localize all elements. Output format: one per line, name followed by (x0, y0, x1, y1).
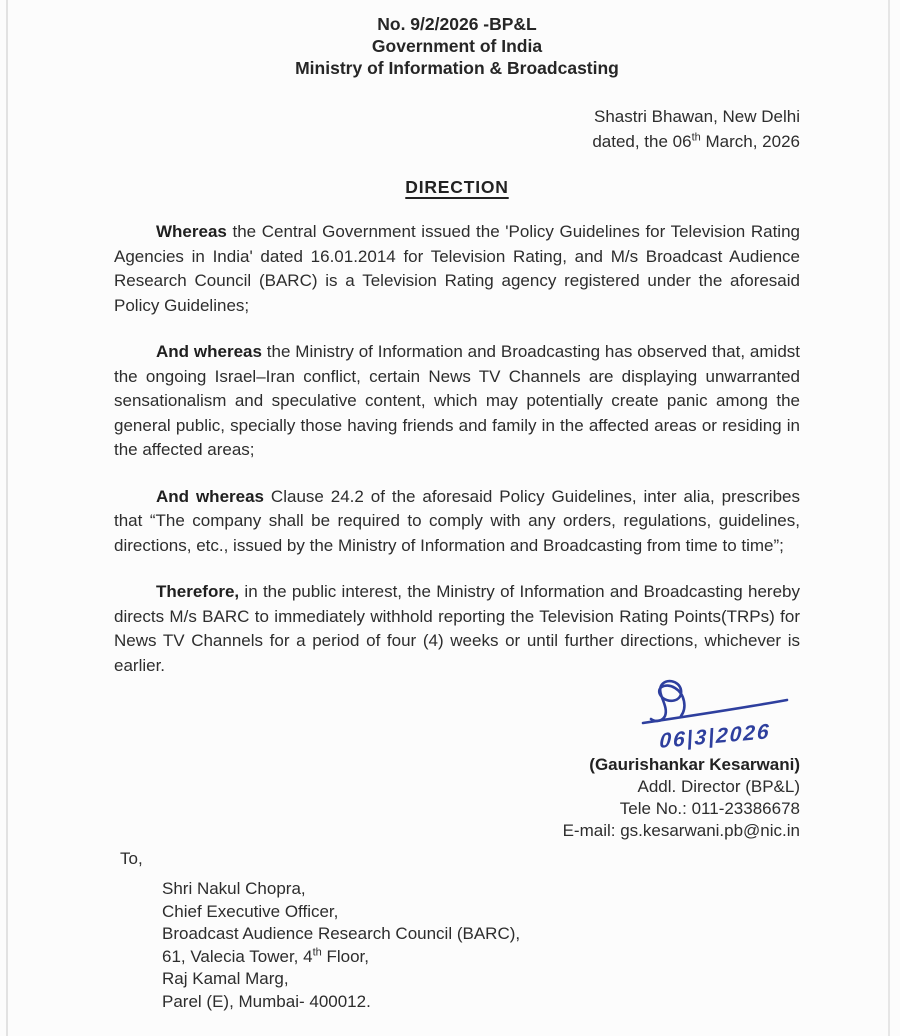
ministry-name: Ministry of Information & Broadcasting (295, 58, 619, 78)
signatory-phone: Tele No.: 011-23386678 (619, 799, 800, 818)
document-title: DIRECTION (405, 177, 509, 197)
signatory-name: (Gaurishankar Kesarwani) (589, 755, 800, 774)
date-suffix: March, 2026 (700, 132, 800, 151)
recipient-name: Shri Nakul Chopra, (162, 879, 306, 898)
signature-scribble (635, 678, 795, 726)
date-prefix: dated, the 06 (592, 132, 692, 151)
recipient-org: Broadcast Audience Research Council (BARC), (162, 924, 521, 943)
paragraph-4-lead: Therefore, (156, 582, 240, 601)
paragraph-whereas-3 (114, 485, 800, 559)
recipient-address-line2: Raj Kamal Marg, (162, 969, 289, 988)
paragraph-4-text: in the public interest, the Ministry of Information and Broadcasting hereby directs M/s BARC to immediately withhold reporting the Television Rating Points(TRPs) for News TV Channels for a period of four (4) weeks or until further directions, whichever is earlier. (114, 582, 800, 675)
signature-area (630, 678, 800, 752)
recipient-title: Chief Executive Officer, (162, 901, 339, 921)
paragraph-1-lead: Whereas (156, 222, 227, 241)
paragraph-3-text: Clause 24.2 of the aforesaid Policy Guidelines, inter alia, prescribes that “The company shall be required to comply with any orders, regulations, guidelines, directions, etc., issued by the Ministry of Information and Broadcasting from time to time”; (114, 486, 800, 555)
recipient-address (162, 878, 800, 1013)
floor-ordinal-suffix: th (312, 945, 322, 958)
paragraph-1-text: the Central Government issued the 'Policy Guidelines for Television Rating Agencies in India' dated 16.01.2014 for Television Rating, and M/s Broadcast Audience Research Council (BARC) is a Television Rating agency registered under the aforesaid Policy Guidelines; (114, 222, 800, 315)
signatory-block (114, 754, 800, 842)
letter-content (114, 0, 800, 1013)
date-ordinal-suffix: th (691, 131, 701, 144)
letter-header (114, 0, 800, 79)
date-line (114, 129, 800, 154)
recipient-address-line3: Parel (E), Mumbai- 400012. (162, 991, 371, 1011)
signatory-designation: Addl. Director (BP&L) (637, 777, 800, 796)
place-date-block (114, 104, 800, 154)
paragraph-2-lead: And whereas (156, 342, 262, 361)
paragraph-3-lead: And whereas (156, 486, 265, 506)
salutation: To, (120, 849, 143, 868)
signatory-email: E-mail: gs.kesarwani.pb@nic.in (562, 821, 800, 840)
paragraph-whereas-1 (114, 220, 800, 318)
reference-number: No. 9/2/2026 -BP&L (377, 14, 537, 34)
scan-edge-right (888, 0, 890, 1036)
paragraph-whereas-2 (114, 340, 800, 463)
paragraph-2-text: the Ministry of Information and Broadcasting has observed that, amidst the ongoing Israel–Iran conflict, certain News TV Channels are displaying unwarranted sensationalism and speculative content, which may potentially create panic among the general public, specially those having friends and family in the affected areas or residing in the affected areas; (114, 342, 800, 459)
government-name: Government of India (371, 36, 543, 56)
signature-handwritten-date: 06|3|2026 (658, 720, 772, 753)
scan-edge-left (6, 0, 8, 1036)
place-line: Shastri Bhawan, New Delhi (594, 107, 800, 126)
recipient-address-line1: 61, Valecia Tower, 4th Floor, (162, 945, 370, 966)
paragraph-therefore (114, 580, 800, 678)
